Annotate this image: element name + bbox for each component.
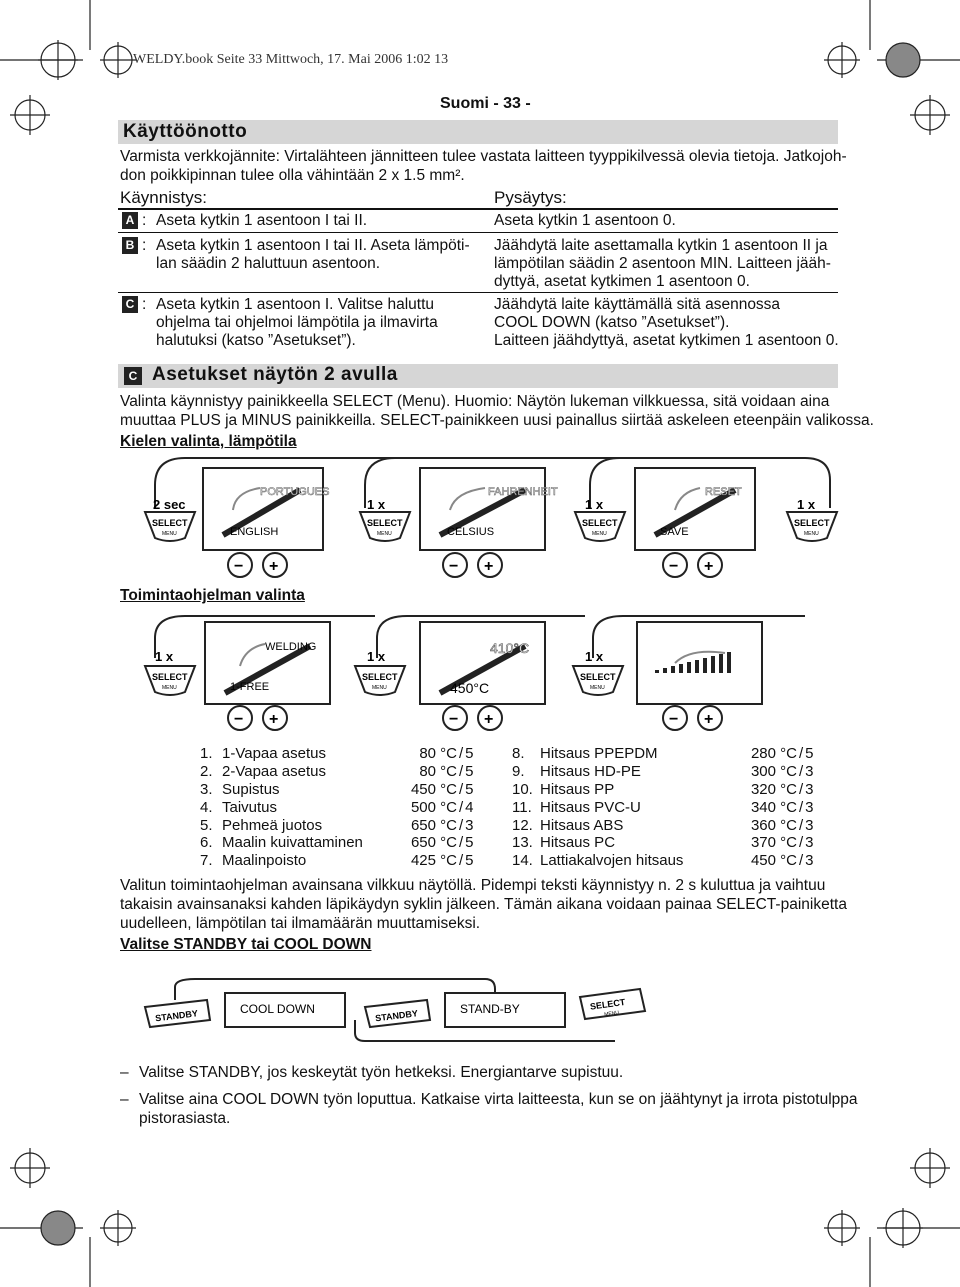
program-name: Maalin kuivattaminen (222, 834, 363, 852)
select-label: SELECT (794, 518, 830, 528)
label-b: B (122, 237, 138, 254)
program-temp: 80 °C (419, 763, 457, 781)
row-c-start-3: halutuksi (katso ”Asetukset”). (156, 332, 356, 349)
program-air: / 5 (459, 763, 474, 781)
table-row (512, 798, 817, 816)
colon: : (142, 212, 147, 229)
section-title: Asetukset näytön 2 avulla (152, 364, 398, 385)
row-c-stop-3: Laitteen jäähdyttyä, asetat kytkimen 1 asentoon 0. (494, 332, 839, 349)
program-num: 5. (200, 816, 213, 834)
menu-label: MENU (592, 531, 607, 537)
select-button (145, 512, 195, 541)
language-heading: Kielen valinta, lämpötila (120, 433, 297, 450)
lcd-screen (445, 993, 565, 1027)
program-air: / 5 (459, 852, 474, 870)
program-name: 1-Vapaa asetus (222, 745, 326, 763)
lcd-screen (420, 468, 558, 550)
programs-table (200, 745, 477, 870)
program-name: Hitsaus HD-PE (540, 763, 641, 781)
select-button (787, 512, 837, 541)
program-air: / 3 (799, 798, 814, 816)
lcd-screen (205, 622, 330, 704)
lcd-screen (637, 622, 762, 704)
label-a: A (122, 212, 138, 229)
program-num: 3. (200, 780, 213, 798)
divider (118, 208, 838, 210)
table-row (512, 834, 817, 852)
svg-text:−: − (449, 558, 459, 575)
table-row (200, 852, 477, 870)
divider (118, 232, 838, 233)
select-button (355, 666, 405, 695)
program-air: / 5 (459, 834, 474, 852)
minus-plus-buttons (228, 706, 722, 730)
program-num: 12. (512, 816, 533, 834)
screen-top-text: 410°C (490, 640, 530, 656)
label-c: C (124, 367, 142, 385)
program-air: / 5 (459, 745, 474, 763)
language-diagram (115, 450, 845, 585)
bullet-1: Valitse STANDBY, jos keskeytät työn hetkeksi. Energiantarve supistuu. (139, 1064, 624, 1081)
row-b-start-2: lan säädin 2 haluttuun asentoon. (156, 255, 381, 272)
minus-plus-buttons (228, 553, 722, 577)
program-temp: 370 °C (750, 834, 797, 852)
section-title: Käyttöönotto (123, 121, 248, 142)
programs-left (200, 745, 477, 870)
press-label: 1 x (155, 649, 174, 664)
program-num: 8. (512, 745, 525, 763)
program-air: / 3 (799, 834, 814, 852)
bullet-2-line-2: pistorasiasta. (139, 1110, 231, 1127)
row-a-stop: Aseta kytkin 1 asentoon 0. (494, 212, 676, 229)
program-temp: 80 °C (419, 745, 457, 763)
program-name: Hitsaus PC (540, 834, 616, 852)
table-row (512, 852, 817, 870)
program-temp: 450 °C (750, 852, 797, 870)
program-name: Hitsaus ABS (540, 816, 624, 834)
program-air: / 3 (799, 763, 814, 781)
press-label: 1 x (585, 497, 604, 512)
program-num: 13. (512, 834, 533, 852)
svg-text:SELECT: SELECT (589, 996, 626, 1012)
program-num: 2. (200, 763, 213, 781)
program-name: Pehmeä juotos (222, 816, 323, 834)
colon: : (142, 237, 147, 254)
start-heading: Käynnistys: (120, 188, 207, 207)
menu-label: MENU (377, 531, 392, 537)
svg-text:−: − (449, 711, 459, 728)
press-label: 1 x (797, 497, 816, 512)
table-row (200, 781, 477, 799)
press-label: 1 x (585, 649, 604, 664)
row-c-start-1: Aseta kytkin 1 asentoon I. Valitse haluttu (156, 296, 435, 313)
standby-button (145, 1000, 210, 1027)
lcd-screen (203, 468, 329, 550)
program-num: 14. (512, 852, 533, 870)
select-label: SELECT (367, 518, 403, 528)
svg-text:MENU: MENU (603, 1009, 620, 1018)
table-row (200, 745, 477, 763)
program-air: / 3 (799, 780, 814, 798)
lcd-screen (420, 622, 545, 704)
program-diagram (115, 608, 845, 738)
select-button (360, 512, 410, 541)
screen-top-text: RESET (705, 486, 742, 498)
divider (118, 292, 838, 293)
bullet-dash: – (120, 1091, 129, 1108)
program-name: Maalinpoisto (222, 852, 307, 870)
program-heading: Toimintaohjelman valinta (120, 587, 305, 604)
program-temp: 450 °C (410, 780, 457, 798)
settings-para-1: Valinta käynnistyy painikkeella SELECT (Menu). Huomio: Näytön lukeman vilkkuessa, sitä voidaan aina (120, 393, 830, 410)
row-b-stop-2: lämpötilan säädin 2 asentoon MIN. Laitteen jääh- (494, 255, 831, 272)
svg-text:MENU: MENU (162, 685, 177, 691)
colon: : (142, 296, 147, 313)
select-button (575, 512, 625, 541)
program-air: / 4 (459, 798, 474, 816)
program-num: 9. (512, 763, 525, 781)
svg-text:+: + (704, 711, 714, 728)
svg-text:−: − (669, 711, 679, 728)
svg-text:STANDBY: STANDBY (154, 1008, 199, 1024)
bullet-2-line-1: Valitse aina COOL DOWN työn loputtua. Katkaise virta laitteesta, kun se on jäähtynyt ja irrota pistotulppa (139, 1091, 858, 1108)
svg-text:SELECT: SELECT (580, 672, 616, 682)
lcd-screen (635, 468, 755, 550)
svg-text:SELECT: SELECT (152, 672, 188, 682)
svg-text:+: + (704, 558, 714, 575)
table-row (200, 798, 477, 816)
program-num: 6. (200, 834, 213, 852)
row-a-start: Aseta kytkin 1 asentoon I tai II. (156, 212, 368, 229)
table-row (200, 816, 477, 834)
row-c-stop-2: COOL DOWN (katso ”Asetukset”). (494, 314, 730, 331)
program-temp: 320 °C (750, 780, 797, 798)
program-temp: 360 °C (750, 816, 797, 834)
screen-text: STAND-BY (460, 1002, 520, 1016)
program-name: Taivutus (222, 798, 278, 816)
lcd-screen (225, 993, 345, 1027)
label-c: C (122, 296, 138, 313)
program-air: / 3 (799, 816, 814, 834)
screen-bottom-text: CELSIUS (447, 526, 495, 538)
table-row (512, 781, 817, 799)
svg-text:MENU: MENU (590, 685, 605, 691)
after-para-1: Valitun toimintaohjelman avainsana vilkkuu näytöllä. Pidempi teksti käynnistyy n. 2 s kuluttua ja vaihtuu (120, 877, 826, 894)
screen-bottom-text: ENGLISH (230, 526, 279, 538)
select-label: SELECT (152, 518, 188, 528)
press-label: 1 x (367, 497, 386, 512)
select-button (145, 666, 195, 695)
program-temp: 340 °C (750, 798, 797, 816)
intro-line-2: don poikkipinnan tulee olla vähintään 2 x 1.5 mm². (120, 167, 465, 184)
screen-top-text: PORTUGUES (260, 486, 330, 498)
intro-line-1: Varmista verkkojännite: Virtalähteen jännitteen tulee vastata laitteen tyyppikilvessä olevia tietoja. Jatkojoh- (120, 148, 847, 165)
program-temp: 425 °C (410, 852, 457, 870)
after-para-3: uudelleen, lämpötilan tai ilmamäärän muuttamiseksi. (120, 915, 481, 932)
table-row (200, 763, 477, 781)
standby-button (365, 1000, 430, 1027)
page-number: Suomi - 33 - (440, 95, 531, 112)
programs-table (512, 745, 817, 870)
settings-para-2: muuttaa PLUS ja MINUS painikkeilla. SELECT-painikkeen uusi painallus siirtää askeleen eteenpäin valikossa. (120, 412, 874, 429)
row-b-start-1: Aseta kytkin 1 asentoon I tai II. Aseta lämpöti- (156, 237, 470, 254)
book-header: WELDY.book Seite 33 Mittwoch, 17. Mai 2006 1:02 13 (133, 52, 449, 67)
screen-bottom-text: 1-FREE (230, 681, 270, 693)
select-button (580, 989, 645, 1019)
program-name: Hitsaus PPEPDM (540, 745, 658, 763)
program-num: 11. (512, 798, 532, 816)
row-b-stop-1: Jäähdytä laite asettamalla kytkin 1 asentoon II ja (494, 237, 828, 254)
program-temp: 650 °C (410, 834, 457, 852)
program-air: / 5 (459, 780, 474, 798)
table-row (512, 745, 817, 763)
screen-text: COOL DOWN (240, 1002, 315, 1016)
svg-text:−: − (234, 558, 244, 575)
svg-text:+: + (269, 711, 279, 728)
stop-heading: Pysäytys: (494, 188, 567, 207)
program-num: 4. (200, 798, 213, 816)
program-name: Supistus (222, 780, 280, 798)
screen-bottom-text: 450°C (450, 680, 490, 696)
svg-text:+: + (269, 558, 279, 575)
select-button (573, 666, 623, 695)
program-name: 2-Vapaa asetus (222, 763, 326, 781)
program-air: / 3 (459, 816, 474, 834)
svg-text:+: + (484, 558, 494, 575)
after-para-2: takaisin avainsanaksi kahden läpikäydyn syklin jälkeen. Tämän aikana voidaan painaa SELECT-painiketta (120, 896, 847, 913)
program-name: Hitsaus PP (540, 780, 615, 798)
screen-top-text: FAHRENHEIT (488, 486, 558, 498)
table-row (512, 816, 817, 834)
svg-text:+: + (484, 711, 494, 728)
program-name: Lattiakalvojen hitsaus (540, 852, 684, 870)
press-label: 1 x (367, 649, 386, 664)
program-num: 10. (512, 780, 533, 798)
menu-label: MENU (162, 531, 177, 537)
select-label: SELECT (582, 518, 618, 528)
program-air: / 3 (799, 852, 814, 870)
row-c-stop-1: Jäähdytä laite käyttämällä sitä asennossa (494, 296, 781, 313)
screen-bottom-text: SAVE (660, 526, 689, 538)
program-temp: 650 °C (410, 816, 457, 834)
screen-top-text: WELDING (265, 641, 317, 653)
svg-text:−: − (669, 558, 679, 575)
row-b-stop-3: dyttyä, asetat kytkimen 1 asentoon 0. (494, 273, 750, 290)
table-row (200, 834, 477, 852)
press-label: 2 sec (153, 497, 186, 512)
table-row (512, 763, 817, 781)
program-temp: 500 °C (410, 798, 457, 816)
bullet-dash: – (120, 1064, 129, 1081)
program-temp: 280 °C (750, 745, 797, 763)
program-num: 7. (200, 852, 213, 870)
standby-diagram (115, 975, 675, 1045)
svg-text:SELECT: SELECT (362, 672, 398, 682)
standby-heading: Valitse STANDBY tai COOL DOWN (120, 936, 372, 953)
row-c-start-2: ohjelma tai ohjelmoi lämpötila ja ilmavirta (156, 314, 438, 331)
program-name: Hitsaus PVC-U (540, 798, 641, 816)
programs-right (512, 745, 817, 870)
svg-text:STANDBY: STANDBY (374, 1008, 419, 1024)
program-temp: 300 °C (750, 763, 797, 781)
svg-text:−: − (234, 711, 244, 728)
program-num: 1. (200, 745, 213, 763)
program-air: / 5 (799, 745, 814, 763)
svg-text:MENU: MENU (372, 685, 387, 691)
menu-label: MENU (804, 531, 819, 537)
